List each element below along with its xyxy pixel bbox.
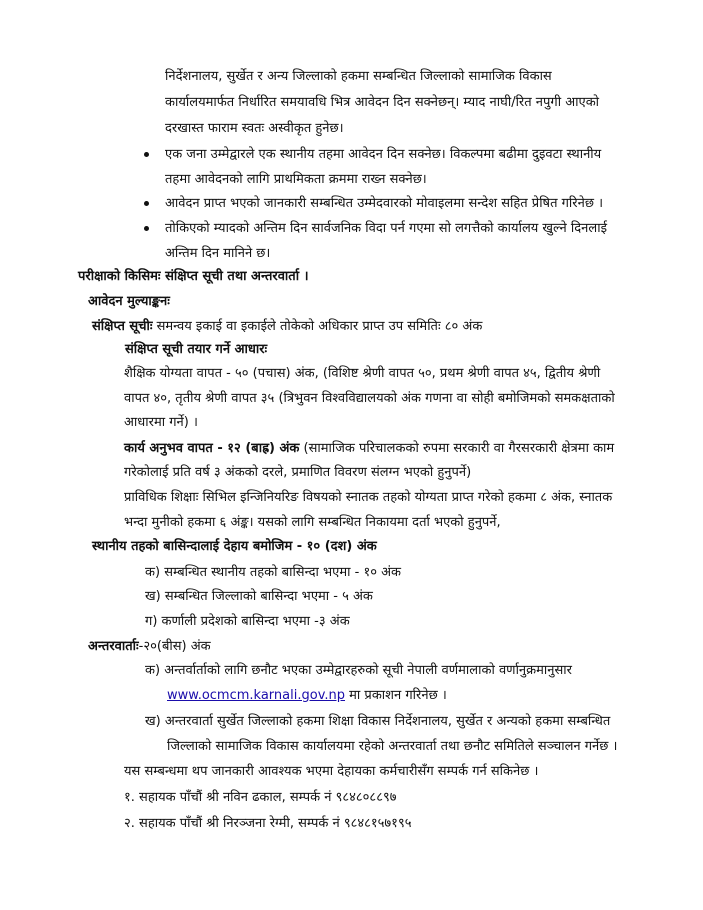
website-link[interactable]: www.ocmcm.karnali.gov.np (167, 688, 346, 703)
exam-type-heading: परीक्षाको किसिमः संक्षिप्त सूची तथा अन्तरवार्ता । (78, 269, 309, 284)
interview-item: जिल्लाको सामाजिक विकास कार्यालयमा रहेको अन्तरवार्ता तथा छनौट समितिले सञ्चालन गर्नेछ । (167, 739, 618, 754)
education-line: वापत ४०, तृतीय श्रेणी वापत ३५ (त्रिभुवन विश्वविद्यालयको अंक गणना वा सोही बमोजिमको समकक्षताको (124, 391, 615, 406)
contact-person: १. सहायक पाँचौं श्री नविन ढकाल, सम्पर्क नं ९८४८०८८९७ (124, 790, 397, 805)
bullet-text: तहमा आवेदनको लागि प्राथमिकता क्रममा राख्न सक्नेछ। (165, 172, 427, 187)
bullet-text: आवेदन प्राप्त भएको जानकारी सम्बन्धित उम्मेदवारको मोवाइलमा सन्देश सहित प्रेषित गरिनेछ । (165, 196, 604, 211)
contact-person: २. सहायक पाँचौं श्री निरञ्जना रेग्मी, सम्पर्क नं ९८४८१५७१९५ (124, 816, 412, 831)
experience-line (124, 439, 614, 459)
bullet-text: एक जना उम्मेद्वारले एक स्थानीय तहमा आवेदन दिन सक्नेछ। विकल्पमा बढीमा दुइवटा स्थानीय (165, 147, 602, 162)
residency-item: ग) कर्णाली प्रदेशको बासिन्दा भएमा -३ अंक (145, 614, 350, 629)
bullet-icon (144, 226, 149, 231)
interview-item: ख) अन्तरवार्ता सुर्खेत जिल्लाको हकमा शिक्षा विकास निर्देशनालय, सुर्खेत र अन्यको हकमा सम्बन्धित (145, 714, 611, 729)
technical-education-line: प्राविधिक शिक्षाः सिभिल इन्जिनियरिङ विषयको स्नातक तहको योग्यता प्राप्त गरेको हकमा ८ अंक, स्नातक (124, 490, 613, 505)
interview-item (167, 686, 447, 706)
interview-item: क) अन्तर्वार्ताको लागि छनौट भएका उम्मेद्वारहरुको सूची नेपाली वर्णमालाको वर्णानुक्रमानुसार (145, 663, 572, 678)
interview-line (88, 637, 211, 657)
interview-label: अन्तरवार्ताः (88, 639, 139, 654)
bullet-icon (144, 201, 149, 206)
residency-heading: स्थानीय तहको बासिन्दालाई देहाय बमोजिम - १० (दश) अंक (92, 539, 377, 554)
experience-line: गरेकोलाई प्रति वर्ष ३ अंकको दरले, प्रमाणित विवरण संलग्न भएको हुनुपर्ने) (124, 465, 472, 480)
interview-marks: -२०(बीस) अंक (138, 639, 211, 654)
intro-line: दरखास्त फाराम स्वतः अस्वीकृत हुनेछ। (165, 121, 344, 136)
bullet-icon (144, 152, 149, 157)
shortlist-text: समन्वय इकाई वा इकाईले तोकेको अधिकार प्राप्त उप समितिः ८० अंक (152, 319, 483, 334)
shortlist-label: संक्षिप्त सूचीः (92, 319, 153, 334)
shortlist-line (92, 317, 482, 337)
shortlist-basis-heading: संक्षिप्त सूची तयार गर्ने आधारः (125, 342, 268, 357)
education-line: आधारमा गर्ने) । (124, 415, 198, 430)
bullet-text: तोकिएको म्यादको अन्तिम दिन सार्वजनिक विदा पर्न गएमा सो लगत्तैको कार्यालय खुल्ने दिनलाई (165, 221, 607, 236)
technical-education-line: भन्दा मुनीको हकमा ६ अंङ्क। यसको लागि सम्बन्धित निकायमा दर्ता भएको हुनुपर्ने, (124, 515, 501, 530)
experience-label: कार्य अनुभव वापत - १२ (बाह्र) अंक (124, 441, 300, 456)
bullet-text: अन्तिम दिन मानिने छ। (165, 246, 271, 261)
residency-item: क) सम्बन्धित स्थानीय तहको बासिन्दा भएमा - १० अंक (145, 565, 402, 580)
education-line: शैक्षिक योग्यता वापत - ५० (पचास) अंक, (विशिष्ट श्रेणी वापत ५०, प्रथम श्रेणी वापत ४५, द्वितीय श्रेणी (124, 366, 601, 381)
evaluation-heading: आवेदन मुल्याङ्कनः (88, 294, 170, 309)
contact-intro: यस सम्बन्धमा थप जानकारी आवश्यक भएमा देहायका कर्मचारीसँग सम्पर्क गर्न सकिनेछ । (124, 764, 539, 779)
intro-line: कार्यालयमार्फत निर्धारित समयावधि भित्र आवेदन दिन सक्नेछन्। म्याद नाघी/रित नपुगी आएको (165, 95, 600, 110)
experience-text: (सामाजिक परिचालकको रुपमा सरकारी वा गैरसरकारी क्षेत्रमा काम (299, 441, 615, 456)
residency-item: ख) सम्बन्धित जिल्लाको बासिन्दा भएमा - ५ अंक (145, 589, 373, 604)
intro-line: निर्देशनालय, सुर्खेत र अन्य जिल्लाको हकमा सम्बन्धित जिल्लाको सामाजिक विकास (165, 69, 552, 84)
interview-item-text: मा प्रकाशन गरिनेछ । (345, 688, 447, 703)
